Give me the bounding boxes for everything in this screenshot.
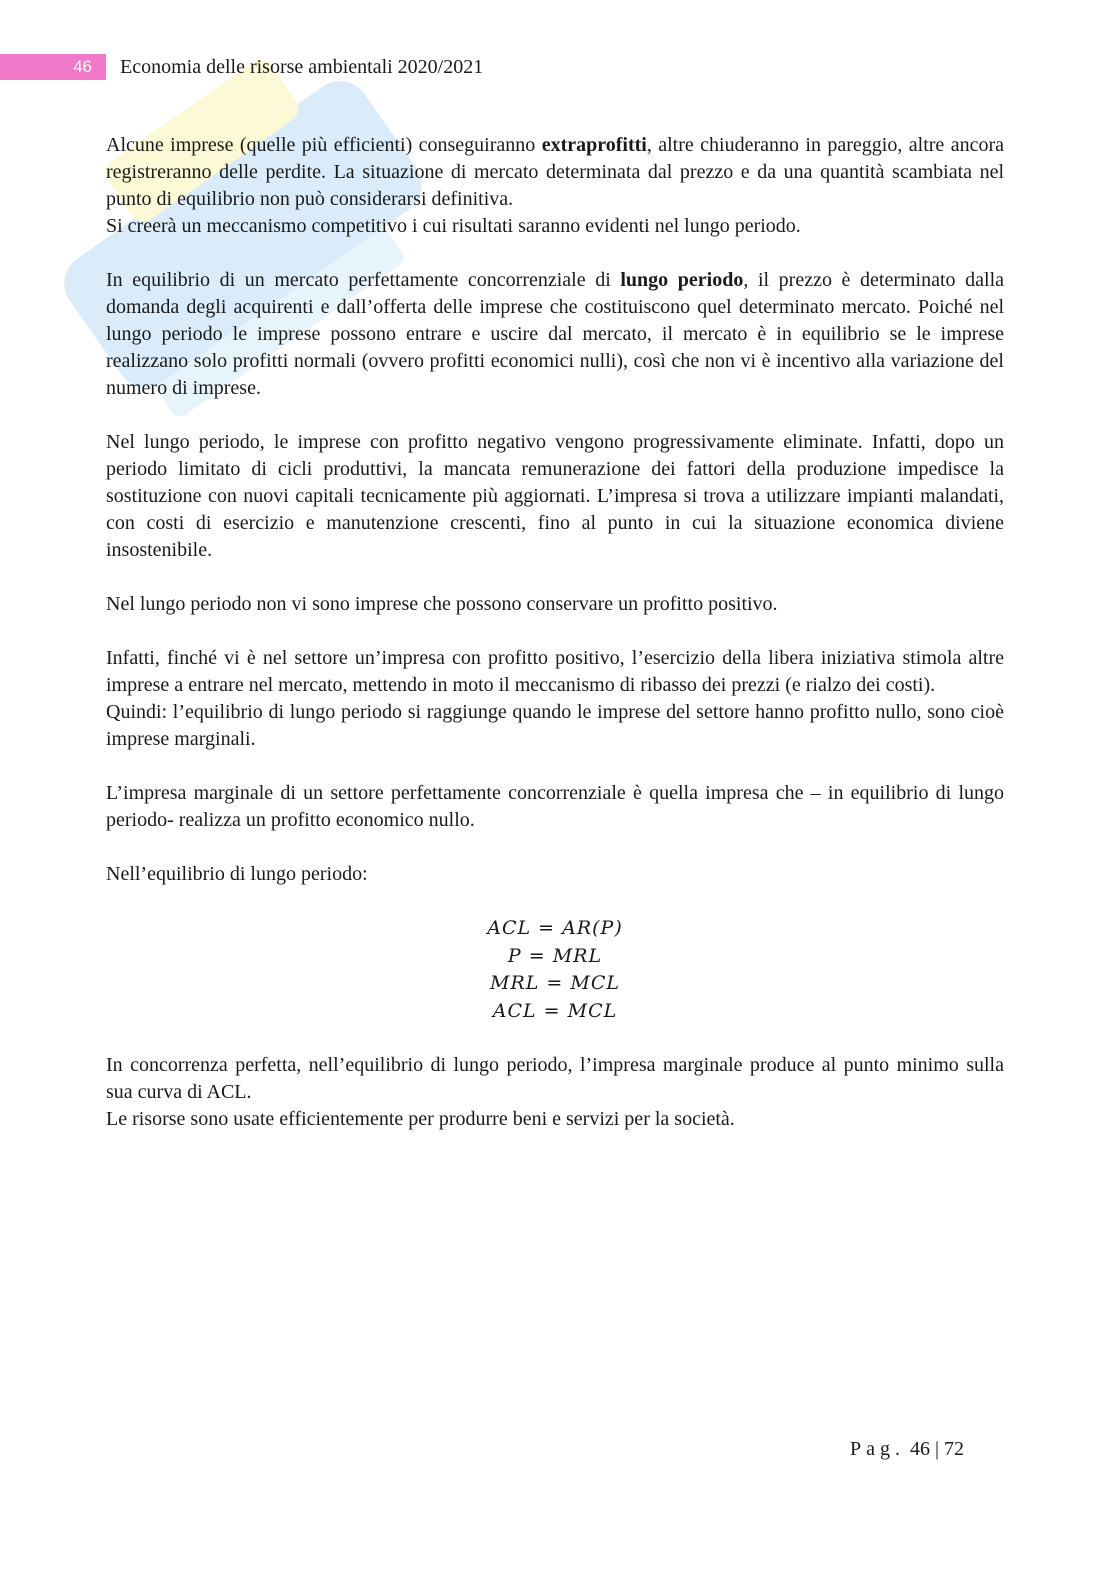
paragraph-text: , altre chiuderanno in pareggio, altre ancora registreranno delle perdite. La situazione di mercato determinata dal prezzo e da una quantità scambiata nel punto di equilibrio non può considerarsi definitiva. [106,134,1004,210]
paragraph-quindi: Quindi: l’equilibrio di lungo periodo si raggiunge quando le imprese del settore hanno profitto nullo, sono cioè imprese marginali. [106,701,1004,750]
bold-term-lungo-periodo: lungo periodo [620,269,744,291]
paragraph-profitto-positivo: Nel lungo periodo non vi sono imprese che possono conservare un profitto positivo. [106,593,778,615]
paragraph-text: In equilibrio di un mercato perfettamente concorrenziale di [106,269,621,291]
paragraph-profitto-negativo: Nel lungo periodo, le imprese con profitto negativo vengono progressivamente eliminate. Infatti, dopo un periodo limitato di cicli produttivi, la mancata remunerazione dei fattori della produzione impedisce la sostituzione con nuovi capitali tecnicamente più aggiornati. L’impresa si trova a utilizzare impianti malandati, con costi di esercizio e manutenzione crescenti, fino al punto in cui la situazione economica diviene insostenibile. [106,431,1004,561]
paragraph-text: Alcune imprese (quelle più efficienti) conseguiranno [106,134,542,156]
page-header [0,54,600,80]
paragraph-lungo-periodo [106,267,1004,402]
page-body [106,132,1004,1160]
paragraph-text: Si creerà un meccanismo competitivo i cui risultati saranno evidenti nel lungo periodo. [106,215,801,237]
paragraph-extraprofitti [106,132,1004,213]
page-footer [850,1436,964,1462]
paragraph-meccanismo [106,213,1004,240]
bold-term-extraprofitti: extraprofitti [541,134,647,156]
paragraph-impresa-marginale: L’impresa marginale di un settore perfettamente concorrenziale è quella impresa che – in equilibrio di lungo periodo- realizza un profitto economico nullo. [106,782,1004,831]
formula-line: ACL = MCL [492,999,618,1022]
footer-pag-label: Pag. [850,1438,905,1460]
document-title: Economia delle risorse ambientali 2020/2021 [120,56,484,78]
footer-page-total: 72 [944,1438,965,1460]
formula-line: MRL = MCL [490,972,620,994]
formula-line: ACL = AR(P) [487,917,623,939]
paragraph-libera-iniziativa: Infatti, finché vi è nel settore un’impresa con profitto positivo, l’esercizio della libera iniziativa stimola altre imprese a entrare nel mercato, mettendo in moto il meccanismo di ribasso dei prezzi (e rialzo dei costi). [106,647,1004,696]
paragraph-risorse: Le risorse sono usate efficientemente per produrre beni e servizi per la società. [106,1108,735,1130]
page-number-badge: 46 [0,54,106,80]
paragraph-concorrenza-perfetta: In concorrenza perfetta, nell’equilibrio di lungo periodo, l’impresa marginale produce al punto minimo sulla sua curva di ACL. [106,1054,1004,1103]
footer-page-current: 46 [910,1438,930,1460]
footer-separator: | [935,1438,940,1460]
paragraph-text: , il prezzo è determinato dalla domanda degli acquirenti e dall’offerta delle imprese che costituiscono quel determinato mercato. Poiché nel lungo periodo le imprese possono entrare e uscire dal mercato, il mercato è in equilibrio se le imprese realizzano solo profitti normali (ovvero profitti economici nulli), così che non vi è incentivo alla variazione del numero di imprese. [106,269,1005,399]
formula-block [106,915,1004,1025]
formula-line: P = MRL [507,944,603,967]
paragraph-equilibrio-intro: Nell’equilibrio di lungo periodo: [106,863,368,885]
